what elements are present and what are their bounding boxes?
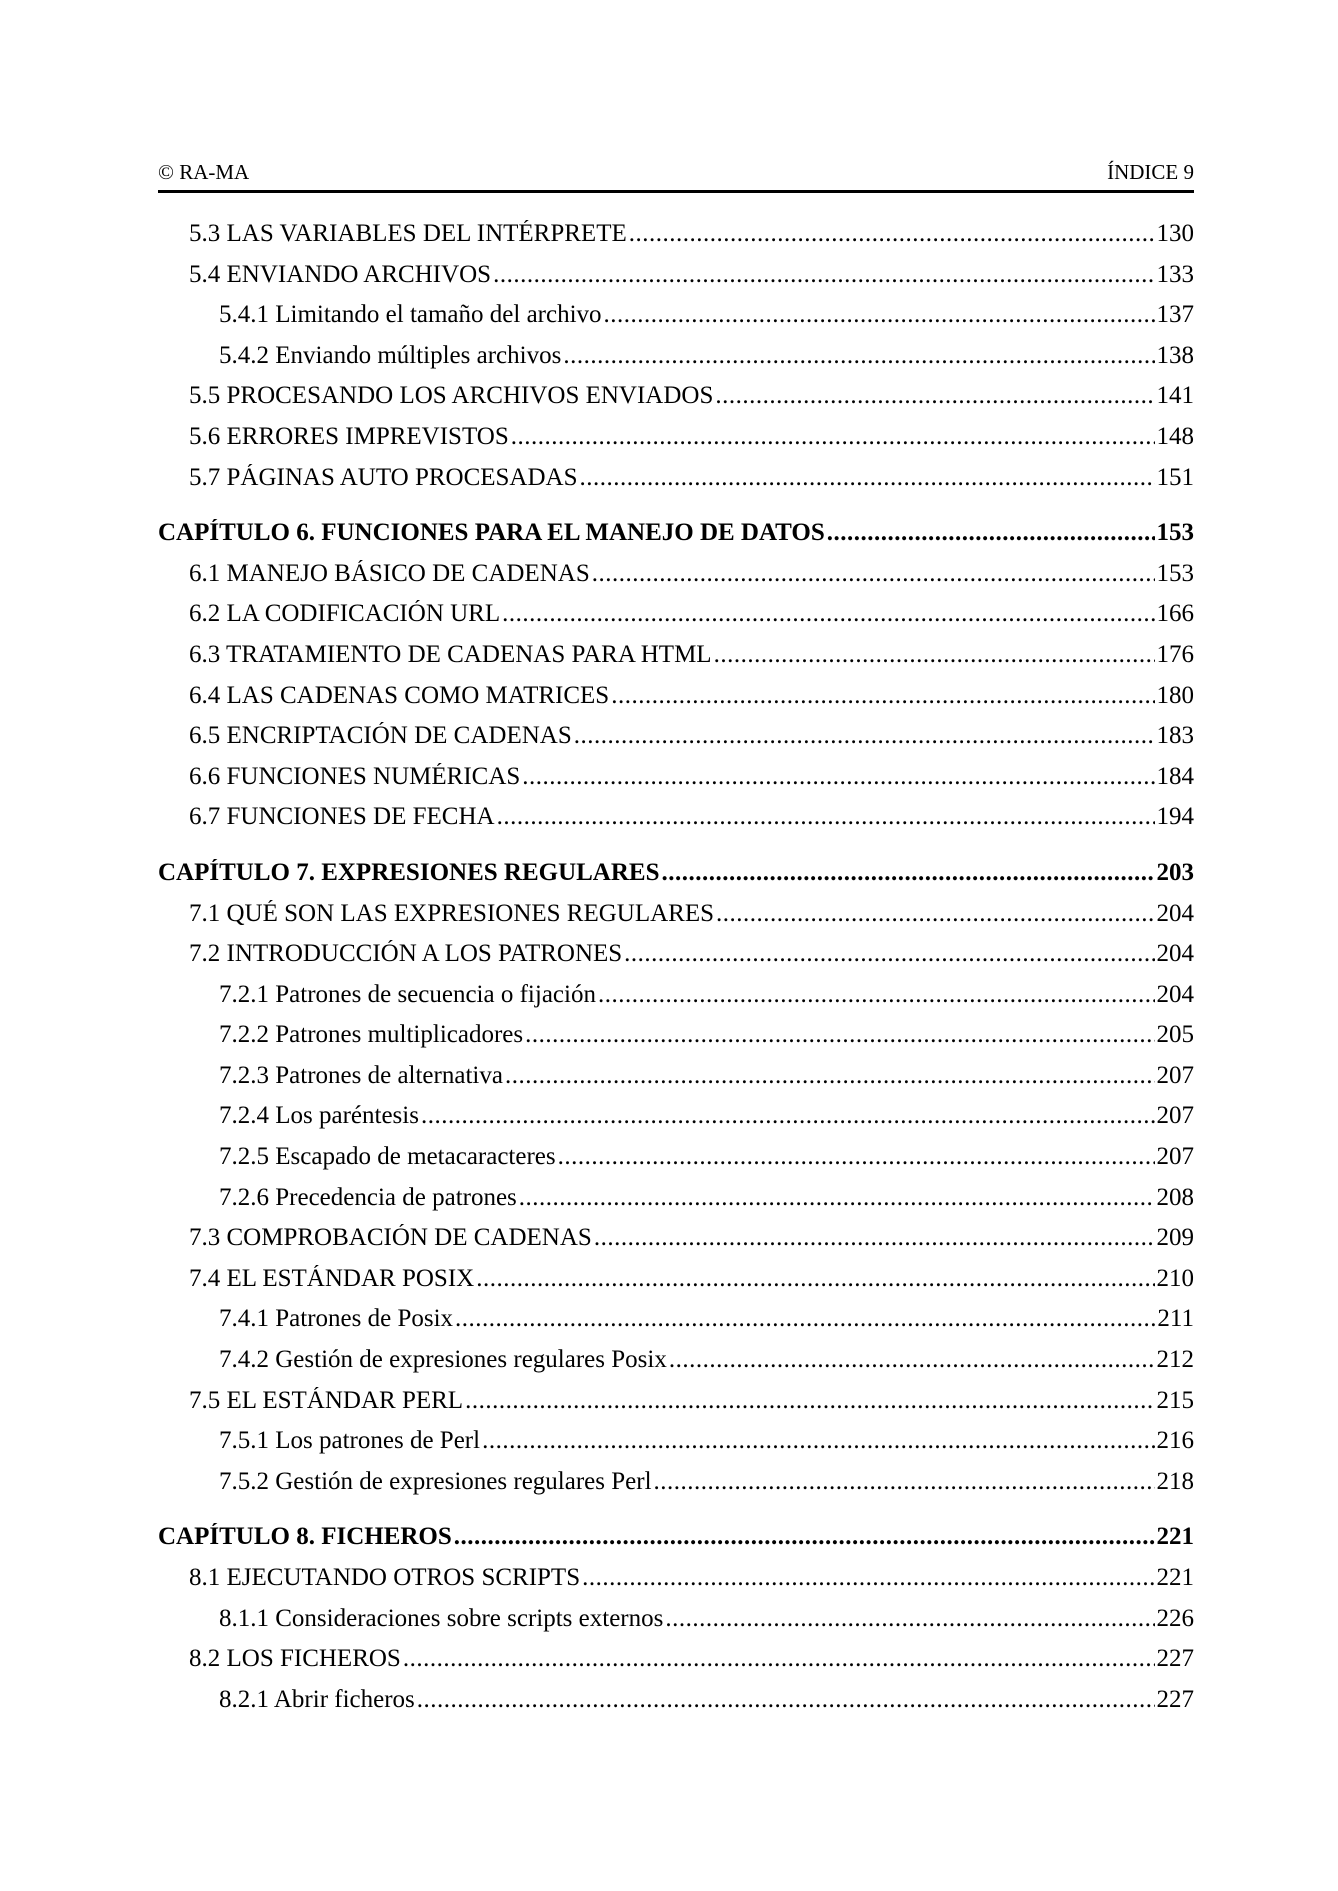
toc-entry-title: 7.2.5 Escapado de metacaracteres xyxy=(219,1143,556,1171)
toc-section-entry xyxy=(158,763,1194,804)
toc-subsection-entry xyxy=(158,1605,1194,1646)
toc-entry-title: CAPÍTULO 6. FUNCIONES PARA EL MANEJO DE DATOS xyxy=(158,519,825,547)
toc-leader-dots xyxy=(827,519,1155,547)
toc-entry-page: 216 xyxy=(1156,1427,1194,1455)
toc-entry-page: 212 xyxy=(1156,1346,1194,1374)
toc-section-entry xyxy=(158,1224,1194,1265)
toc-leader-dots xyxy=(662,859,1155,887)
toc-section-entry xyxy=(158,1645,1194,1686)
running-header xyxy=(158,160,1194,190)
toc-entry-page: 141 xyxy=(1156,382,1194,410)
toc-subsection-entry xyxy=(158,1184,1194,1225)
toc-entry-page: 183 xyxy=(1156,722,1194,750)
toc-leader-dots xyxy=(715,382,1154,410)
toc-entry-page: 205 xyxy=(1156,1021,1194,1049)
toc-entry-title: 5.4.1 Limitando el tamaño del archivo xyxy=(219,301,602,329)
toc-leader-dots xyxy=(493,261,1154,289)
toc-entry-page: 204 xyxy=(1156,980,1194,1008)
toc-entry-page: 194 xyxy=(1156,803,1194,831)
toc-entry-title: 6.5 ENCRIPTACIÓN DE CADENAS xyxy=(189,722,572,750)
toc-section-entry xyxy=(158,423,1194,464)
toc-leader-dots xyxy=(598,981,1155,1009)
toc-entry-title: 7.2.2 Patrones multiplicadores xyxy=(219,1021,524,1049)
toc-entry-title: 8.2 LOS FICHEROS xyxy=(189,1645,401,1673)
toc-section-entry xyxy=(158,560,1194,601)
toc-leader-dots xyxy=(582,1564,1154,1592)
toc-entry-page: 153 xyxy=(1156,519,1194,547)
toc-entry-page: 209 xyxy=(1156,1224,1194,1252)
toc-leader-dots xyxy=(558,1143,1155,1171)
toc-leader-dots xyxy=(403,1645,1155,1673)
toc-entry-title: 5.4.2 Enviando múltiples archivos xyxy=(219,341,562,369)
toc-leader-dots xyxy=(417,1686,1155,1714)
toc-chapter-entry xyxy=(158,519,1194,560)
toc-leader-dots xyxy=(522,763,1154,791)
toc-leader-dots xyxy=(574,722,1155,750)
toc-entry-title: 6.3 TRATAMIENTO DE CADENAS PARA HTML xyxy=(189,640,712,668)
toc-entry-title: 7.4.1 Patrones de Posix xyxy=(219,1305,454,1333)
toc-entry-page: 226 xyxy=(1156,1604,1194,1632)
toc-leader-dots xyxy=(611,682,1154,710)
toc-entry-page: 151 xyxy=(1156,463,1194,491)
toc-subsection-entry xyxy=(158,1346,1194,1387)
toc-subsection-entry xyxy=(158,1468,1194,1509)
toc-entry-title: 7.2.4 Los paréntesis xyxy=(219,1102,419,1130)
toc-subsection-entry xyxy=(158,1062,1194,1103)
toc-subsection-entry xyxy=(158,1021,1194,1062)
toc-leader-dots xyxy=(455,1305,1155,1333)
toc-subsection-entry xyxy=(158,981,1194,1022)
toc-entry-title: 6.4 LAS CADENAS COMO MATRICES xyxy=(189,681,610,709)
table-of-contents xyxy=(158,220,1194,1726)
toc-entry-page: 210 xyxy=(1156,1264,1194,1292)
toc-section-entry xyxy=(158,220,1194,261)
toc-leader-dots xyxy=(592,560,1155,588)
toc-leader-dots xyxy=(454,1523,1155,1551)
toc-entry-title: 7.2.1 Patrones de secuencia o fijación xyxy=(219,980,596,1008)
toc-leader-dots xyxy=(604,301,1155,329)
toc-leader-dots xyxy=(669,1346,1155,1374)
toc-leader-dots xyxy=(482,1427,1154,1455)
toc-entry-page: 137 xyxy=(1156,301,1194,329)
toc-subsection-entry xyxy=(158,1305,1194,1346)
toc-chapter-entry xyxy=(158,859,1194,900)
toc-leader-dots xyxy=(525,1021,1154,1049)
toc-chapter-entry xyxy=(158,1523,1194,1564)
toc-entry-title: 8.1.1 Consideraciones sobre scripts externos xyxy=(219,1604,664,1632)
toc-leader-dots xyxy=(476,1265,1154,1293)
toc-entry-page: 207 xyxy=(1156,1143,1194,1171)
toc-entry-page: 221 xyxy=(1156,1523,1194,1551)
toc-entry-page: 211 xyxy=(1157,1305,1194,1333)
toc-section-entry xyxy=(158,1265,1194,1306)
toc-entry-page: 208 xyxy=(1156,1183,1194,1211)
toc-entry-page: 203 xyxy=(1156,858,1194,886)
toc-leader-dots xyxy=(594,1224,1155,1252)
toc-entry-title: 6.7 FUNCIONES DE FECHA xyxy=(189,803,495,831)
toc-entry-title: 5.4 ENVIANDO ARCHIVOS xyxy=(189,260,492,288)
header-section-page: ÍNDICE 9 xyxy=(1107,160,1194,184)
toc-section-entry xyxy=(158,641,1194,682)
toc-entry-page: 215 xyxy=(1156,1386,1194,1414)
toc-leader-dots xyxy=(502,600,1154,628)
toc-leader-dots xyxy=(629,220,1155,248)
header-publisher: © RA-MA xyxy=(158,160,250,184)
toc-section-entry xyxy=(158,600,1194,641)
toc-leader-dots xyxy=(465,1387,1154,1415)
toc-section-entry xyxy=(158,682,1194,723)
toc-entry-page: 180 xyxy=(1156,681,1194,709)
toc-entry-title: 8.1 EJECUTANDO OTROS SCRIPTS xyxy=(189,1564,581,1591)
toc-section-entry xyxy=(158,1387,1194,1428)
toc-entry-page: 207 xyxy=(1156,1061,1194,1089)
toc-entry-title: CAPÍTULO 8. FICHEROS xyxy=(158,1523,452,1551)
toc-entry-page: 148 xyxy=(1156,422,1194,450)
toc-entry-title: 7.4.2 Gestión de expresiones regulares Posix xyxy=(219,1346,667,1374)
toc-entry-title: 6.6 FUNCIONES NUMÉRICAS xyxy=(189,762,521,790)
toc-entry-title: 7.1 QUÉ SON LAS EXPRESIONES REGULARES xyxy=(189,899,715,927)
header-rule xyxy=(158,190,1194,193)
toc-subsection-entry xyxy=(158,1143,1194,1184)
toc-entry-page: 221 xyxy=(1156,1564,1194,1591)
toc-leader-dots xyxy=(497,803,1155,831)
toc-entry-title: 6.2 LA CODIFICACIÓN URL xyxy=(189,600,501,628)
toc-entry-page: 218 xyxy=(1156,1467,1194,1495)
toc-entry-title: 7.2.3 Patrones de alternativa xyxy=(219,1061,503,1089)
toc-entry-page: 227 xyxy=(1156,1645,1194,1673)
toc-entry-page: 184 xyxy=(1156,762,1194,790)
toc-entry-title: 7.5.1 Los patrones de Perl xyxy=(219,1427,481,1455)
toc-entry-page: 133 xyxy=(1156,260,1194,288)
toc-leader-dots xyxy=(580,464,1155,492)
toc-subsection-entry xyxy=(158,342,1194,383)
toc-entry-page: 227 xyxy=(1156,1685,1194,1713)
toc-entry-page: 204 xyxy=(1156,899,1194,927)
toc-leader-dots xyxy=(563,342,1154,370)
toc-subsection-entry xyxy=(158,1102,1194,1143)
toc-section-entry xyxy=(158,900,1194,941)
toc-section-entry xyxy=(158,261,1194,302)
toc-entry-title: 7.5 EL ESTÁNDAR PERL xyxy=(189,1386,464,1414)
toc-section-entry xyxy=(158,464,1194,505)
toc-leader-dots xyxy=(421,1102,1155,1130)
toc-leader-dots xyxy=(714,641,1155,669)
toc-entry-title: CAPÍTULO 7. EXPRESIONES REGULARES xyxy=(158,858,660,886)
toc-entry-title: 7.2.6 Precedencia de patrones xyxy=(219,1183,517,1211)
toc-entry-title: 6.1 MANEJO BÁSICO DE CADENAS xyxy=(189,559,590,587)
toc-entry-title: 7.2 INTRODUCCIÓN A LOS PATRONES xyxy=(189,940,623,968)
toc-entry-page: 138 xyxy=(1156,341,1194,369)
toc-leader-dots xyxy=(665,1605,1154,1633)
toc-section-entry xyxy=(158,722,1194,763)
toc-entry-page: 207 xyxy=(1156,1102,1194,1130)
toc-section-entry xyxy=(158,940,1194,981)
toc-entry-title: 7.5.2 Gestión de expresiones regulares Perl xyxy=(219,1467,652,1495)
toc-entry-page: 130 xyxy=(1156,220,1194,247)
toc-entry-title: 5.5 PROCESANDO LOS ARCHIVOS ENVIADOS xyxy=(189,382,714,410)
toc-entry-page: 153 xyxy=(1156,559,1194,587)
toc-entry-title: 5.6 ERRORES IMPREVISTOS xyxy=(189,422,509,450)
toc-entry-title: 8.2.1 Abrir ficheros xyxy=(219,1685,415,1713)
toc-leader-dots xyxy=(624,940,1154,968)
toc-leader-dots xyxy=(654,1468,1155,1496)
toc-entry-title: 5.7 PÁGINAS AUTO PROCESADAS xyxy=(189,463,578,491)
toc-subsection-entry xyxy=(158,1427,1194,1468)
toc-section-entry xyxy=(158,803,1194,844)
toc-leader-dots xyxy=(519,1184,1155,1212)
toc-subsection-entry xyxy=(158,1686,1194,1727)
toc-entry-page: 176 xyxy=(1156,640,1194,668)
toc-entry-page: 204 xyxy=(1156,940,1194,968)
toc-leader-dots xyxy=(716,900,1154,928)
toc-subsection-entry xyxy=(158,301,1194,342)
toc-section-entry xyxy=(158,382,1194,423)
toc-entry-title: 5.3 LAS VARIABLES DEL INTÉRPRETE xyxy=(189,220,627,247)
toc-leader-dots xyxy=(511,423,1155,451)
toc-leader-dots xyxy=(505,1062,1155,1090)
toc-entry-title: 7.3 COMPROBACIÓN DE CADENAS xyxy=(189,1224,592,1252)
toc-entry-title: 7.4 EL ESTÁNDAR POSIX xyxy=(189,1264,475,1292)
toc-section-entry xyxy=(158,1564,1194,1605)
toc-entry-page: 166 xyxy=(1156,600,1194,628)
